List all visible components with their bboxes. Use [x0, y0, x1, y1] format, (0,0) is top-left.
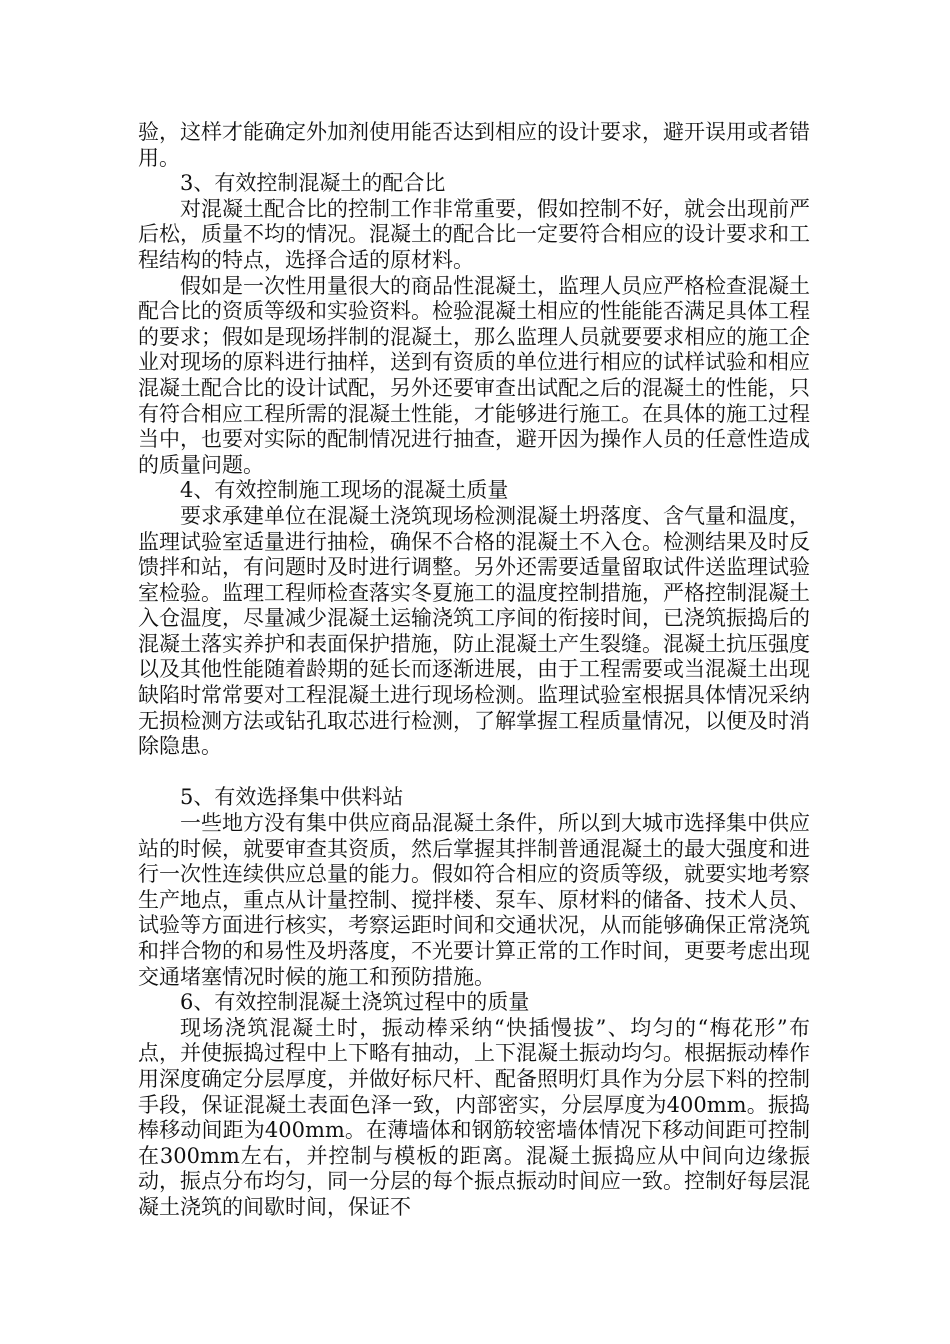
document-page — [138, 120, 810, 1221]
section-heading-4: 4、有效控制施工现场的混凝土质量 — [180, 478, 509, 503]
paragraph-continuation: 验，这样才能确定外加剂使用能否达到相应的设计要求，避开误用或者错用。 — [138, 120, 810, 170]
paragraph-pouring-process: 现场浇筑混凝土时，振动棒采纳“快插慢拔”、均匀的“梅花形”布点，并使振捣过程中上下略有抽动，上下混凝土振动均匀。根据振动棒作用深度确定分层厚度，并做好标尺杆、配备照明灯具作为分层下料的控制手段，保证混凝土表面色泽一致，内部密实，分层厚度为400mm。振捣棒移动间距为400mm。在薄墙体和钢筋较密墙体情况下移动间距可控制在300mm左右，并控制与模板的距离。混凝土振捣应从中间向边缘振动，振点分布均匀，同一分层的每个振点振动时间应一致。控制好每层混凝土浇筑的间歇时间，保证不 — [138, 1015, 810, 1219]
section-heading-5: 5、有效选择集中供料站 — [180, 785, 404, 810]
paragraph-mix-ratio-importance: 对混凝土配合比的控制工作非常重要，假如控制不好，就会出现前严后松，质量不均的情况。混凝土的配合比一定要符合相应的设计要求和工程结构的特点，选择合适的原材料。 — [138, 196, 810, 272]
section-heading-6: 6、有效控制混凝土浇筑过程中的质量 — [180, 990, 530, 1015]
paragraph-site-quality: 要求承建单位在混凝土浇筑现场检测混凝土坍落度、含气量和温度，监理试验室适量进行抽检，确保不合格的混凝土不入仓。检测结果及时反馈拌和站，有问题时及时进行调整。另外还需要适量留取试件送监理试验室检验。监理工程师检查落实冬夏施工的温度控制措施，严格控制混凝土入仓温度，尽量减少混凝土运输浇筑工序间的衔接时间，已浇筑振捣后的混凝土落实养护和表面保护措施，防止混凝土产生裂缝。混凝土抗压强度以及其他性能随着龄期的延长而逐渐进展，由于工程需要或当混凝土出现缺陷时常常要对工程混凝土进行现场检测。监理试验室根据具体情况采纳无损检测方法或钻孔取芯进行检测，了解掌握工程质量情况，以便及时消除隐患。 — [138, 503, 810, 759]
paragraph-supply-station: 一些地方没有集中供应商品混凝土条件，所以到大城市选择集中供应站的时候，就要审查其资质，然后掌握其拌制普通混凝土的最大强度和进行一次性连续供应总量的能力。假如符合相应的资质等级，就要实地考察生产地点，重点从计量控制、搅拌楼、泵车、原材料的储备、技术人员、试验等方面进行核实，考察运距时间和交通状况，从而能够确保正常浇筑和拌合物的和易性及坍落度，不光要计算正常的工作时间，更要考虑出现交通堵塞情况时候的施工和预防措施。 — [138, 811, 810, 989]
paragraph-mix-ratio-inspection: 假如是一次性用量很大的商品性混凝土，监理人员应严格检查混凝土配合比的资质等级和实验资料。检验混凝土相应的性能能否满足具体工程的要求；假如是现场拌制的混凝土，那么监理人员就要要求相应的施工企业对现场的原料进行抽样，送到有资质的单位进行相应的试样试验和相应混凝土配合比的设计试配，另外还要审查出试配之后的混凝土的性能，只有符合相应工程所需的混凝土性能，才能够进行施工。在具体的施工过程当中，也要对实际的配制情况进行抽查，避开因为操作人员的任意性造成的质量问题。 — [138, 273, 810, 477]
paragraph-gap — [138, 760, 810, 786]
section-heading-3: 3、有效控制混凝土的配合比 — [180, 171, 446, 196]
